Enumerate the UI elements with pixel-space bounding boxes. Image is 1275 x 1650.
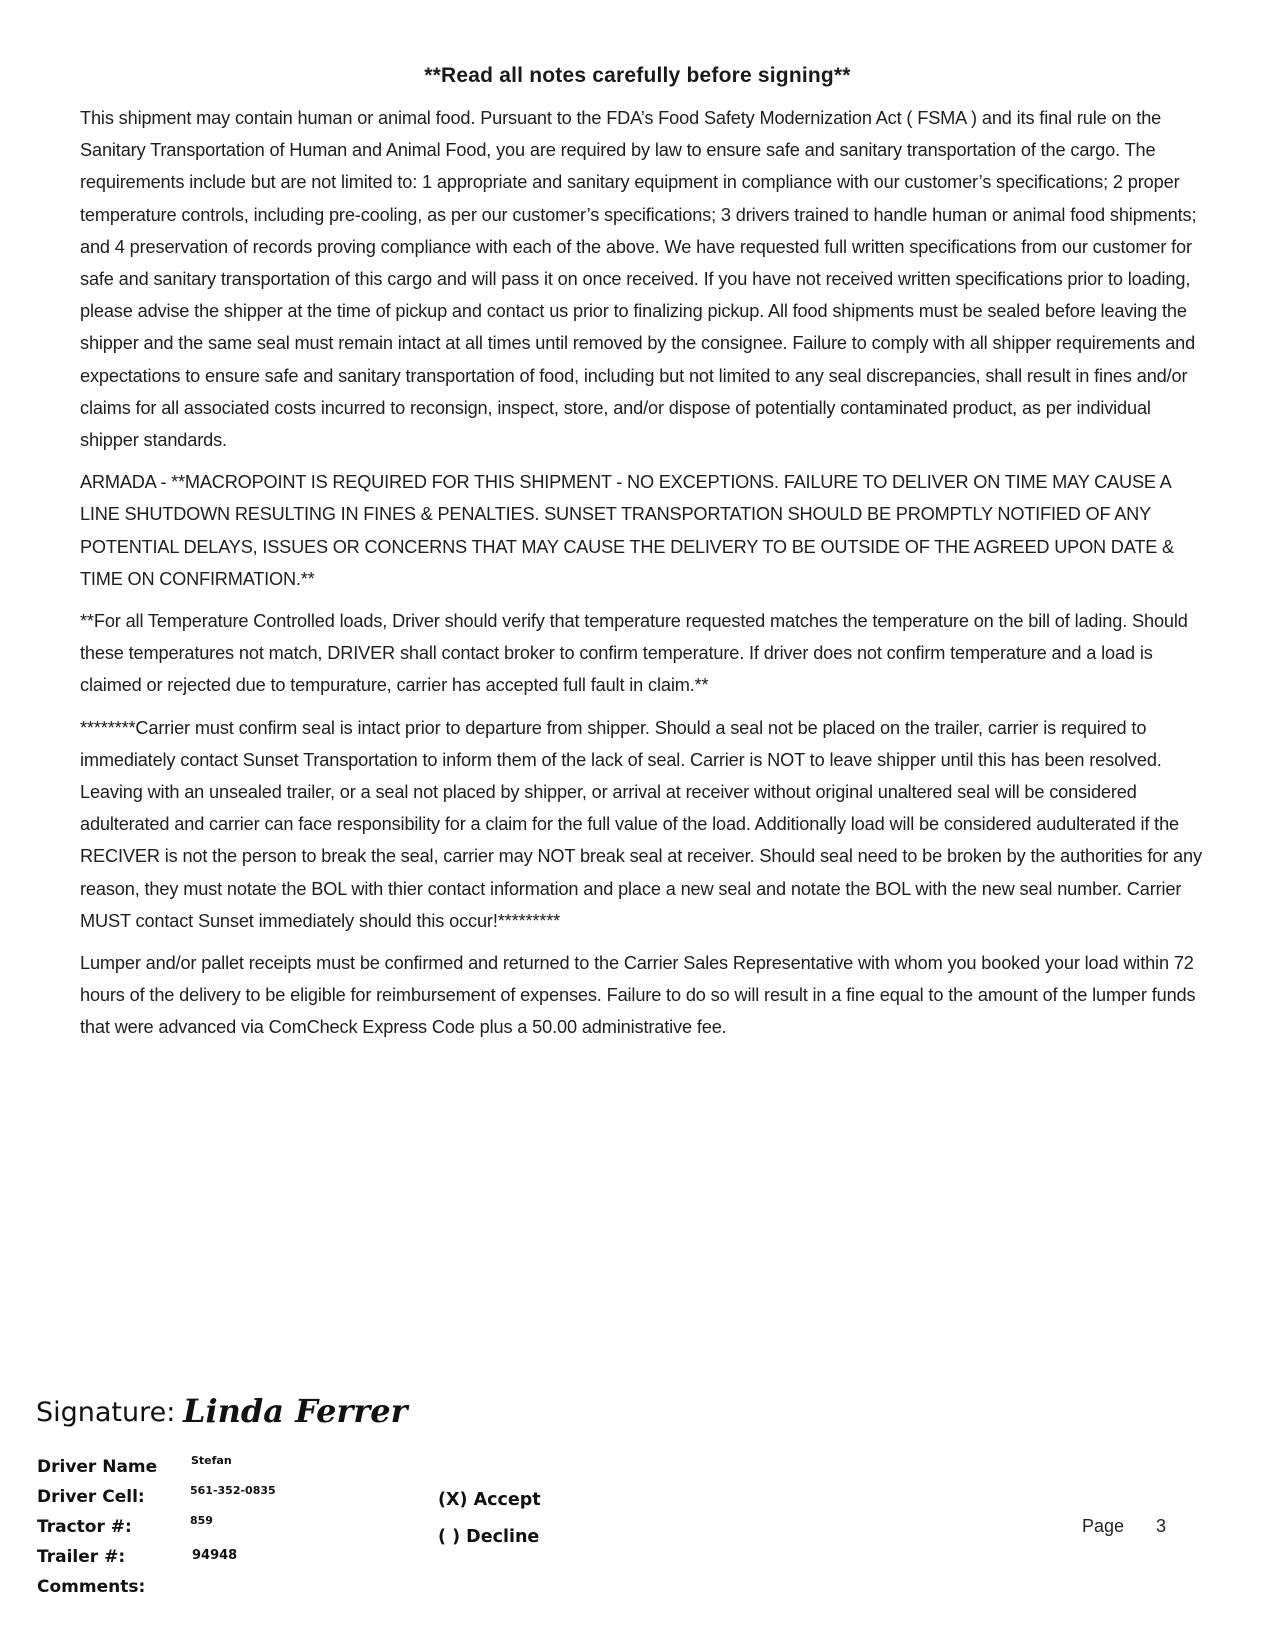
comments-label: Comments: [37, 1577, 146, 1597]
driver-cell-value: 561-352-0835 [190, 1484, 276, 1497]
signature-label: Signature: [36, 1397, 176, 1428]
page-title: **Read all notes carefully before signing** [424, 64, 851, 87]
macropoint-notice-paragraph: ARMADA - **MACROPOINT IS REQUIRED FOR THIS SHIPMENT - NO EXCEPTIONS. FAILURE TO DELIVER ON TIME MAY CAUSE A LINE SHUTDOWN RESULTING IN FINES & PENALTIES. SUNSET TRANSPORTATION SHOULD BE PROMPTLY NOTIFIED OF ANY POTENTIAL DELAYS, ISSUES OR CONCERNS THAT MAY CAUSE THE DELIVERY TO BE OUTSIDE OF THE AGREED UPON DATE & TIME ON CONFIRMATION.** [80, 472, 1174, 589]
notes-body [80, 102, 1210, 1054]
lumper-notice-paragraph: Lumper and/or pallet receipts must be confirmed and returned to the Carrier Sales Representative with whom you booked your load within 72 hours of the delivery to be eligible for reimbursement of expenses. Failure to do so will result in a fine equal to the amount of the lumper funds that were advanced via ComCheck Express Code plus a 50.00 administrative fee. [80, 953, 1196, 1038]
driver-name-label: Driver Name [37, 1457, 158, 1477]
trailer-value: 94948 [192, 1548, 238, 1563]
tractor-label: Tractor #: [37, 1517, 132, 1537]
page-number [1082, 1516, 1166, 1537]
fsma-notice-paragraph: This shipment may contain human or animal food. Pursuant to the FDA’s Food Safety Modernization Act ( FSMA ) and its final rule on the Sanitary Transportation of Human and Animal Food, you are required by law to ensure safe and sanitary transportation of the cargo. The requirements include but are not limited to: 1 appropriate and sanitary equipment in compliance with our customer’s specifications; 2 proper temperature controls, including pre-cooling, as per our customer’s specifications; 3 drivers trained to handle human or animal food shipments; and 4 preservation of records proving compliance with each of the above. We have requested full written specifications from our customer for safe and sanitary transportation of this cargo and will pass it on once received. If you have not received written specifications prior to loading, please advise the shipper at the time of pickup and contact us prior to finalizing pickup. All food shipments must be sealed before leaving the shipper and the same seal must remain intact at all times until removed by the consignee. Failure to comply with all shipper requirements and expectations to ensure safe and sanitary transportation of food, including but not limited to any seal discrepancies, shall result in fines and/or claims for all associated costs incurred to reconsign, inspect, store, and/or dispose of potentially contaminated product, as per individual shipper standards. [80, 108, 1197, 451]
signature-block [36, 1378, 431, 1428]
seal-notice-paragraph: ********Carrier must confirm seal is intact prior to departure from shipper. Should a seal not be placed on the trailer, carrier is required to immediately contact Sunset Transportation to inform them of the lack of seal. Carrier is NOT to leave shipper until this has been resolved. Leaving with an unsealed trailer, or a seal not placed by shipper, or arrival at receiver without original unaltered seal will be considered adulterated and carrier can face responsibility for a claim for the full value of the load. Additionally load will be considered audulterated if the RECIVER is not the person to break the seal, carrier may NOT break seal at receiver. Should seal need to be broken by the authorities for any reason, they must notate the BOL with thier contact information and place a new seal and notate the BOL with the new seal number. Carrier MUST contact Sunset immediately should this occur!********* [80, 717, 1202, 931]
signature-value: Linda Ferrer [183, 1392, 408, 1430]
handwritten-signature [181, 1386, 431, 1436]
page-number-value: 3 [1156, 1516, 1167, 1536]
page-label: Page [1082, 1516, 1125, 1536]
accept-decline-block [438, 1490, 541, 1564]
accept-option: (X) Accept [438, 1490, 541, 1510]
decline-option: ( ) Decline [438, 1527, 540, 1547]
temperature-notice-paragraph: **For all Temperature Controlled loads, Driver should verify that temperature requested matches the temperature on the bill of lading. Should these temperatures not match, DRIVER shall contact broker to confirm temperature. If driver does not confirm temperature and a load is claimed or rejected due to tempurature, carrier has accepted full fault in claim.** [80, 611, 1188, 696]
tractor-value: 859 [190, 1514, 213, 1527]
driver-cell-label: Driver Cell: [37, 1487, 145, 1507]
trailer-label: Trailer #: [37, 1547, 126, 1567]
driver-name-value: Stefan [191, 1454, 232, 1467]
